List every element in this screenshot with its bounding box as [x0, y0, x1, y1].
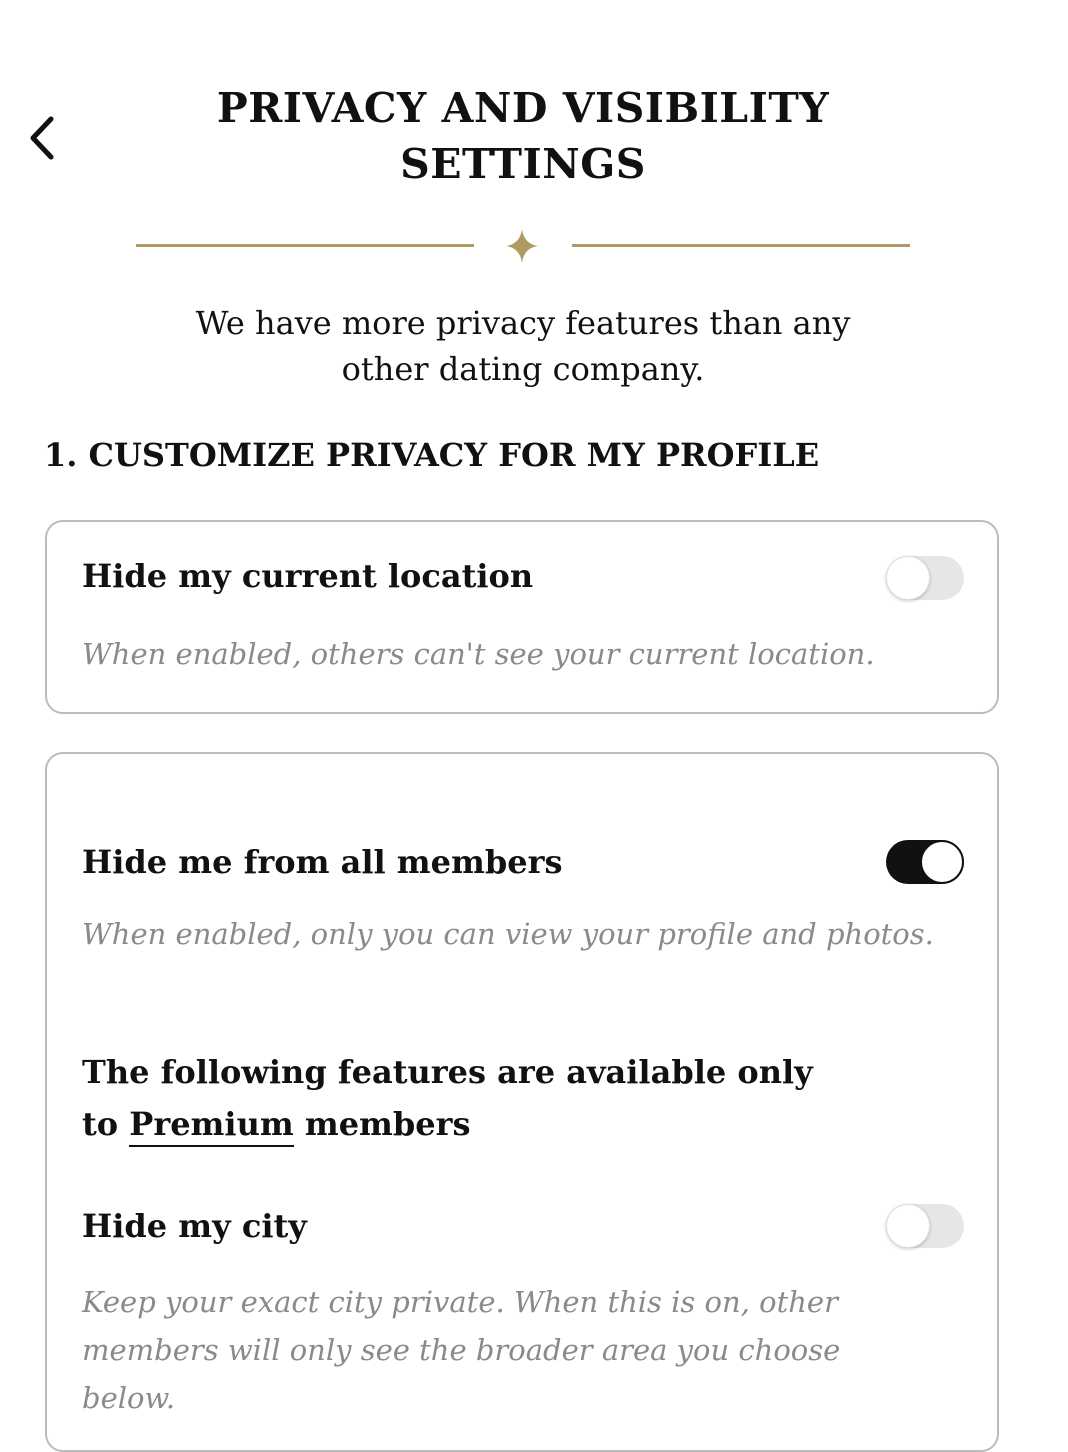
hide-from-all-title: Hide me from all members	[82, 843, 563, 881]
hide-location-row	[82, 556, 964, 678]
section-heading: 1. CUSTOMIZE PRIVACY FOR MY PROFILE	[44, 436, 820, 474]
four-point-star-icon	[505, 228, 539, 264]
intro-text: We have more privacy features than any other dating company.	[195, 304, 851, 388]
hide-city-row	[82, 1206, 964, 1422]
chevron-left-icon	[27, 115, 57, 161]
hide-from-all-row	[82, 842, 964, 958]
premium-link[interactable]: Premium	[129, 1105, 293, 1147]
hide-city-title: Hide my city	[82, 1207, 307, 1245]
hide-location-description: When enabled, others can't see your current location.	[82, 637, 875, 671]
visibility-card	[45, 752, 999, 1452]
hide-from-all-description: When enabled, only you can view your profile and photos.	[82, 917, 934, 951]
premium-note-suffix: members	[304, 1105, 471, 1143]
title-divider	[136, 226, 910, 266]
back-button[interactable]	[20, 112, 64, 164]
hide-city-toggle[interactable]	[886, 1204, 964, 1248]
hide-location-title: Hide my current location	[82, 557, 534, 595]
hide-location-card	[45, 520, 999, 714]
toggle-knob	[920, 840, 964, 884]
toggle-knob	[886, 556, 930, 600]
hide-from-all-toggle[interactable]	[886, 840, 964, 884]
toggle-knob	[886, 1204, 930, 1248]
premium-note	[82, 1046, 842, 1150]
divider-line-right	[572, 244, 910, 247]
hide-location-toggle[interactable]	[886, 556, 964, 600]
premium-note-prefix: The following features are available only to	[82, 1053, 813, 1143]
hide-city-description: Keep your exact city private. When this is on, other members will only see the broader area you choose below.	[82, 1285, 841, 1415]
divider-line-left	[136, 244, 474, 247]
page-title: PRIVACY AND VISIBILITY SETTINGS	[216, 84, 830, 188]
